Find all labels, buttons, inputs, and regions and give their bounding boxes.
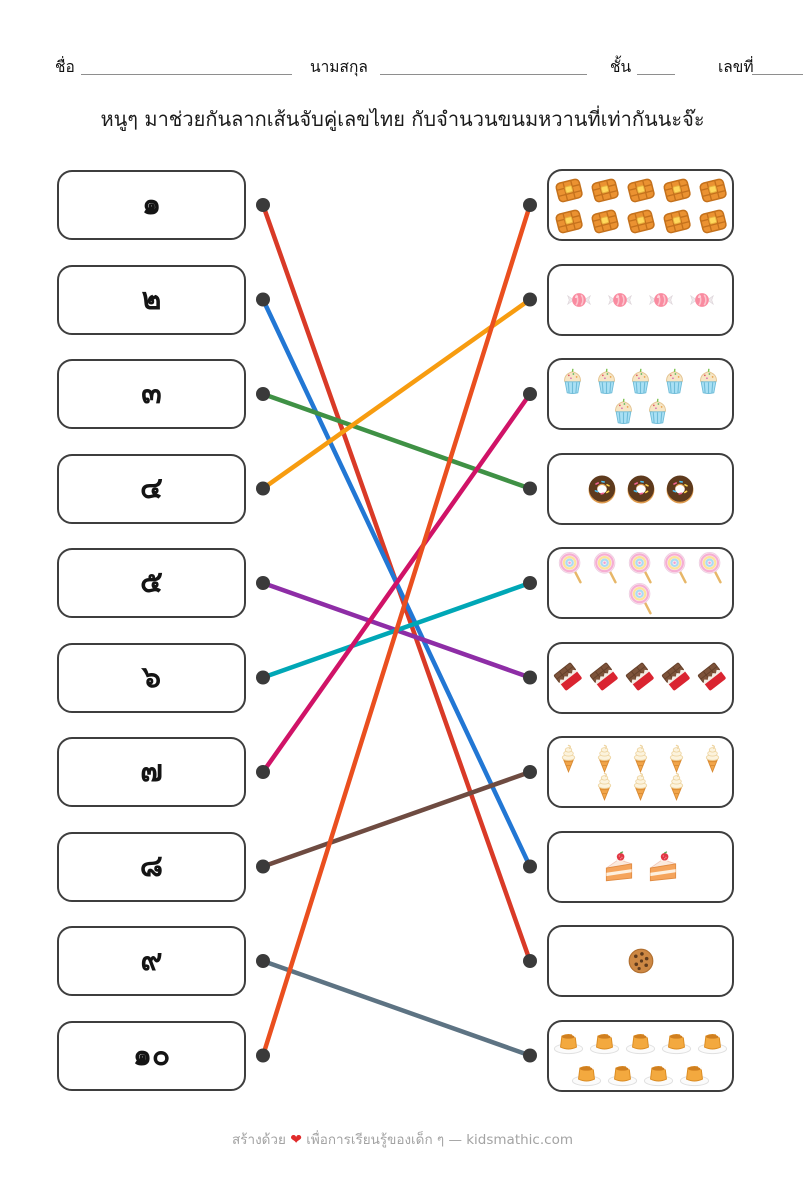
class-input-line (637, 74, 675, 75)
candy-icon (647, 286, 675, 314)
footer-created-with: สร้างด้วย (232, 1132, 286, 1148)
icon-row (552, 173, 730, 207)
sweets-box-cookies (547, 925, 734, 997)
icon-row (552, 661, 730, 695)
pudding-icon (605, 1054, 640, 1089)
icon-row (569, 1054, 712, 1089)
ice-cream-icon (589, 771, 620, 802)
donut-icon (584, 471, 620, 507)
donut-icon (662, 471, 698, 507)
left-dot-2[interactable] (256, 293, 270, 307)
left-dot-4[interactable] (256, 482, 270, 496)
footer-learning-text: เพื่อการเรียนรู้ของเด็ก ๆ — kidsmathic.com (306, 1132, 573, 1148)
left-dot-1[interactable] (256, 198, 270, 212)
waffle-icon (552, 173, 586, 207)
thai-number-box-6 (57, 643, 246, 713)
pudding-icon (641, 1054, 676, 1089)
cupcake-icon (624, 363, 657, 396)
pudding-icon (623, 1022, 658, 1057)
icon-row (584, 471, 698, 507)
lollipop-icon (554, 551, 588, 585)
sweets-box-cupcakes (547, 358, 734, 430)
cake-icon (600, 848, 638, 886)
sweets-box-chocolate-bars (547, 642, 734, 714)
left-dot-7[interactable] (256, 765, 270, 779)
cupcake-icon (692, 363, 725, 396)
icon-row (554, 551, 728, 585)
thai-numeral-6: ๖ (141, 659, 162, 695)
lollipop-icon (694, 551, 728, 585)
cake-icon (644, 848, 682, 886)
connection-line-4 (263, 300, 530, 489)
thai-number-box-4 (57, 454, 246, 524)
right-dot-8[interactable] (523, 860, 537, 874)
icon-row (589, 771, 692, 802)
right-dot-7[interactable] (523, 765, 537, 779)
footer-credit (0, 1128, 805, 1150)
waffle-icon (660, 204, 694, 238)
thai-number-box-3 (57, 359, 246, 429)
right-dot-5[interactable] (523, 576, 537, 590)
connection-line-7 (263, 394, 530, 772)
left-dot-10[interactable] (256, 1049, 270, 1063)
thai-number-box-8 (57, 832, 246, 902)
chocolate-icon (552, 661, 586, 695)
ice-cream-icon (697, 743, 728, 774)
ice-cream-icon (661, 743, 692, 774)
ice-cream-icon (553, 743, 584, 774)
thai-numeral-10: ๑๐ (132, 1037, 171, 1073)
waffle-icon (696, 204, 730, 238)
surname-input-line (380, 74, 587, 75)
candy-icon (606, 286, 634, 314)
icon-row (600, 848, 682, 886)
right-dot-10[interactable] (523, 1049, 537, 1063)
name-label: ชื่อ (55, 58, 75, 76)
cupcake-icon (590, 363, 623, 396)
thai-number-box-2 (57, 265, 246, 335)
chocolate-icon (624, 661, 658, 695)
right-dot-1[interactable] (523, 198, 537, 212)
left-dot-5[interactable] (256, 576, 270, 590)
class-label: ชั้น (610, 58, 632, 76)
number-input-line (752, 74, 803, 75)
left-dot-9[interactable] (256, 954, 270, 968)
icon-row (553, 743, 728, 774)
lollipop-icon (659, 551, 693, 585)
icon-row (624, 944, 658, 978)
right-dot-3[interactable] (523, 387, 537, 401)
icon-row (552, 204, 730, 238)
pudding-icon (587, 1022, 622, 1057)
chocolate-icon (588, 661, 622, 695)
cupcake-icon (641, 393, 674, 426)
pudding-icon (569, 1054, 604, 1089)
ice-cream-icon (625, 743, 656, 774)
waffle-icon (624, 204, 658, 238)
chocolate-icon (696, 661, 730, 695)
heart-icon: ❤ (290, 1132, 302, 1148)
waffle-icon (588, 173, 622, 207)
pudding-icon (695, 1022, 730, 1057)
sweets-box-lollipops (547, 547, 734, 619)
thai-numeral-8: ๘ (139, 848, 164, 884)
cupcake-icon (658, 363, 691, 396)
icon-row (556, 363, 725, 396)
pudding-icon (659, 1022, 694, 1057)
connection-line-8 (263, 772, 530, 867)
number-label: เลขที่ (718, 58, 754, 76)
worksheet-title: หนูๆ มาช่วยกันลากเส้นจับคู่เลขไทย กับจำนวนขนมหวานที่เท่ากันนะจ๊ะ (100, 107, 705, 131)
thai-numeral-9: ๙ (140, 943, 163, 978)
ice-cream-icon (625, 771, 656, 802)
thai-numeral-4: ๔ (140, 470, 163, 506)
chocolate-icon (660, 661, 694, 695)
sweets-box-cake-slices (547, 831, 734, 903)
ice-cream-icon (589, 743, 620, 774)
thai-number-box-9 (57, 926, 246, 996)
waffle-icon (660, 173, 694, 207)
thai-numeral-2: ๒ (141, 281, 162, 317)
lollipop-icon (589, 551, 623, 585)
lollipop-icon (624, 551, 658, 585)
thai-number-box-10 (57, 1021, 246, 1091)
sweets-box-donuts (547, 453, 734, 525)
name-input-line (81, 74, 292, 75)
thai-number-box-1 (57, 170, 246, 240)
sweets-box-ice-cream-cones (547, 736, 734, 808)
ice-cream-icon (661, 771, 692, 802)
right-dot-4[interactable] (523, 482, 537, 496)
candy-icon (688, 286, 716, 314)
thai-numeral-3: ๓ (141, 376, 162, 411)
surname-label: นามสกุล (310, 58, 368, 76)
connection-line-3 (263, 394, 530, 489)
thai-numeral-7: ๗ (140, 754, 163, 789)
candy-icon (565, 286, 593, 314)
sweets-box-waffles (547, 169, 734, 241)
lollipop-icon (624, 582, 658, 616)
sweets-box-puddings (547, 1020, 734, 1092)
cupcake-icon (556, 363, 589, 396)
sweets-box-candies (547, 264, 734, 336)
thai-number-box-7 (57, 737, 246, 807)
right-dot-9[interactable] (523, 954, 537, 968)
left-dot-3[interactable] (256, 387, 270, 401)
waffle-icon (624, 173, 658, 207)
thai-numeral-1: ๑ (141, 187, 162, 222)
connection-line-1 (263, 205, 530, 961)
cupcake-icon (607, 393, 640, 426)
pudding-icon (677, 1054, 712, 1089)
icon-row (624, 582, 658, 616)
left-dot-8[interactable] (256, 860, 270, 874)
waffle-icon (588, 204, 622, 238)
donut-icon (623, 471, 659, 507)
pudding-icon (551, 1022, 586, 1057)
icon-row (565, 286, 716, 314)
connection-line-5 (263, 583, 530, 678)
waffle-icon (696, 173, 730, 207)
thai-numeral-5: ๕ (140, 565, 163, 600)
right-dot-2[interactable] (523, 293, 537, 307)
waffle-icon (552, 204, 586, 238)
right-dot-6[interactable] (523, 671, 537, 685)
left-dot-6[interactable] (256, 671, 270, 685)
cookie-icon (624, 944, 658, 978)
connection-line-9 (263, 961, 530, 1056)
connection-line-2 (263, 300, 530, 867)
connection-line-10 (263, 205, 530, 1056)
thai-number-box-5 (57, 548, 246, 618)
icon-row (551, 1022, 730, 1057)
icon-row (607, 393, 674, 426)
connection-line-6 (263, 583, 530, 678)
